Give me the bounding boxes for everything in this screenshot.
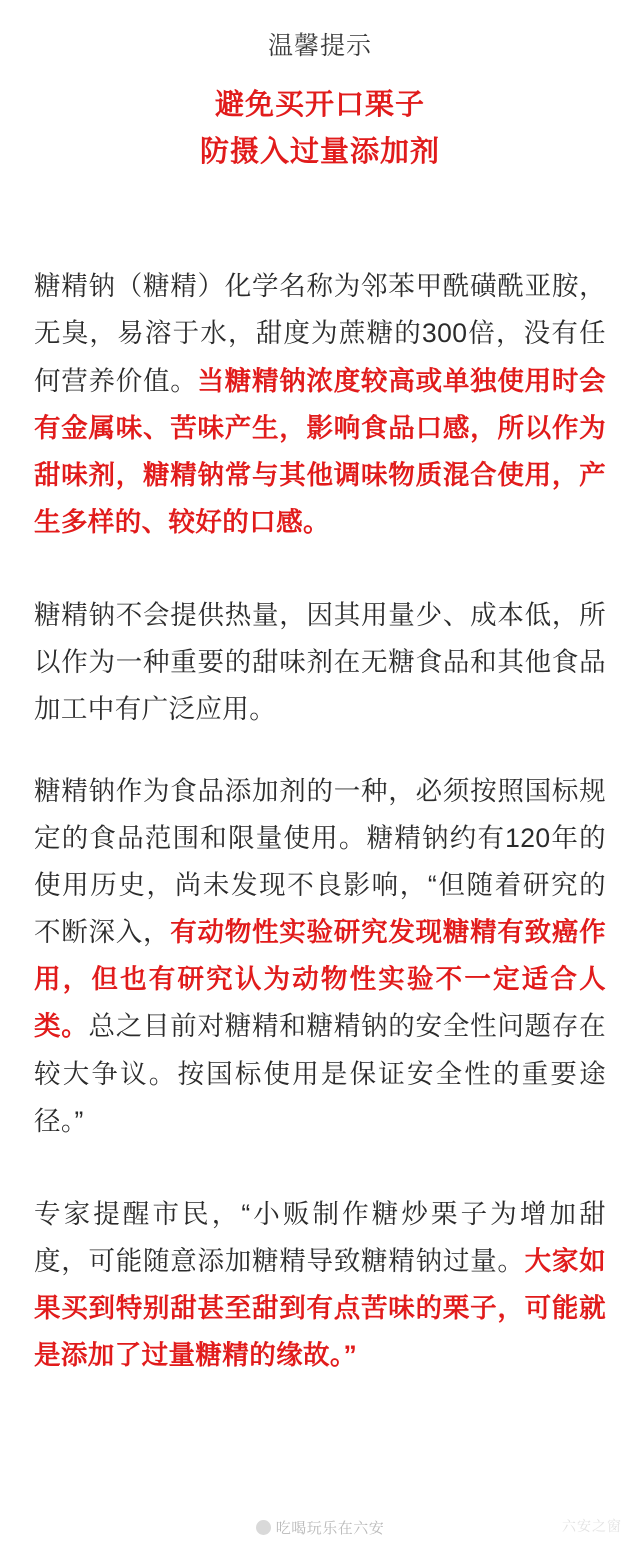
avatar-icon: [256, 1520, 271, 1535]
watermark-right: 六安之窗: [562, 1518, 622, 1534]
watermark-center: [0, 1517, 640, 1538]
paragraph-2: [34, 592, 606, 733]
watermark-center-label: 吃喝玩乐在六安: [275, 1520, 385, 1537]
paragraph-3: [34, 768, 606, 1145]
header-subtitle-line-1: 避免买开口栗子: [214, 88, 425, 121]
paragraph-1-highlight: 当糖精钠浓度较高或单独使用时会有金属味、苦味产生，影响食品口感，所以作为甜味剂，糖精钠常与其他调味物质混合使用，产生多样的、较好的口感。: [34, 365, 606, 537]
article-header: [34, 0, 606, 177]
header-title: 温馨提示: [267, 32, 372, 60]
header-subtitle-line-2: 防摄入过量添加剂: [199, 136, 440, 169]
paragraph-3-plain-a: 糖精钠作为食品添加剂的一种，必须按照国标规定的食品范围和限量使用。糖精钠约有120年的使用历史，尚未发现不良影响，“但随着研究的不断深入，: [34, 775, 606, 948]
paragraph-3-highlight: 有动物性实验研究发现糖精有致癌作用，但也有研究认为动物性实验不一定适合人类。: [34, 917, 607, 1042]
header-subtitle: [34, 82, 606, 178]
paragraph-4-highlight: 大家如果买到特别甜甚至甜到有点苦味的栗子，可能就是添加了过量糖精的缘故。”: [34, 1246, 607, 1371]
article-body: [34, 263, 606, 1379]
paragraph-2-plain: 糖精钠不会提供热量，因其用量少、成本低，所以作为一种重要的甜味剂在无糖食品和其他食品加工中有广泛应用。: [34, 600, 606, 725]
paragraph-3-plain-b: 总之目前对糖精和糖精钠的安全性问题存在较大争议。按国标使用是保证安全性的重要途径。”: [34, 1011, 606, 1136]
paragraph-1-plain: 糖精钠（糖精）化学名称为邻苯甲酰磺酰亚胺，无臭，易溶于水，甜度为蔗糖的300倍，没有任何营养价值。: [34, 271, 606, 396]
paragraph-1: [34, 263, 606, 546]
paragraph-4-plain: 专家提醒市民，“小贩制作糖炒栗子为增加甜度，可能随意添加糖精导致糖精钠过量。: [34, 1198, 606, 1276]
paragraph-4: [34, 1191, 606, 1380]
